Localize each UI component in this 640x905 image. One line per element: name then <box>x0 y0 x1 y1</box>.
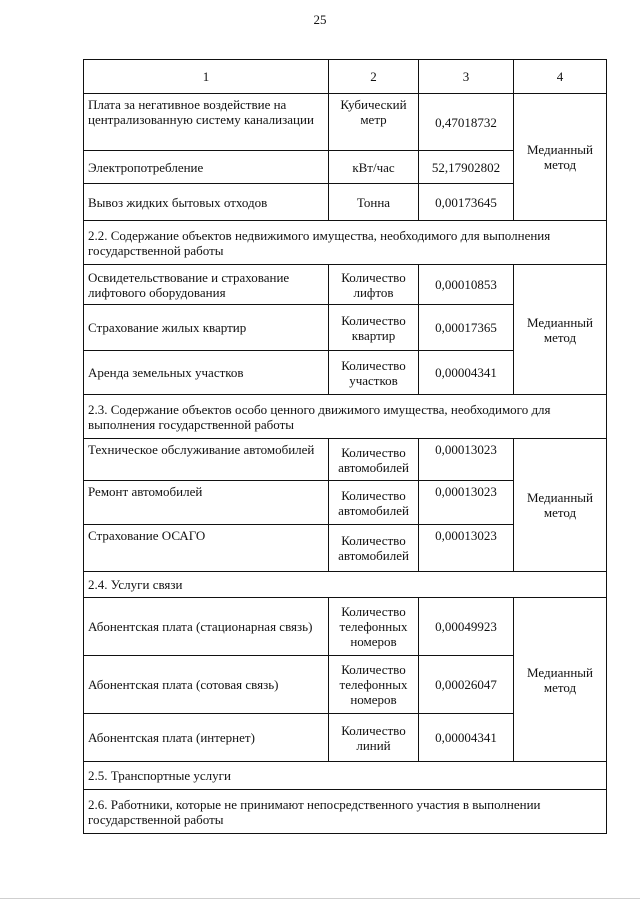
cost-item-value: 0,00013023 <box>419 481 514 525</box>
cost-item-name: Абонентская плата (интернет) <box>84 714 329 762</box>
cost-item-name: Плата за негативное воздействие на централизованную систему канализации <box>84 94 329 151</box>
section-row <box>84 790 607 834</box>
cost-item-name: Абонентская плата (сотовая связь) <box>84 656 329 714</box>
cost-item-unit: Количество лифтов <box>329 265 419 305</box>
header-col-4: 4 <box>514 60 607 94</box>
calc-method: Медианный метод <box>514 439 607 572</box>
calc-method: Медианный метод <box>514 94 607 221</box>
cost-item-value: 0,00013023 <box>419 439 514 481</box>
cost-item-unit: Количество автомобилей <box>329 439 419 481</box>
page-number: 25 <box>313 12 327 27</box>
calc-method: Медианный метод <box>514 265 607 395</box>
cost-item-unit: Количество автомобилей <box>329 481 419 525</box>
table-row <box>84 598 607 656</box>
cost-item-name: Техническое обслуживание автомобилей <box>84 439 329 481</box>
section-row <box>84 572 607 598</box>
table-header-row <box>84 60 607 94</box>
cost-item-name: Абонентская плата (стационарная связь) <box>84 598 329 656</box>
header-col-1: 1 <box>84 60 329 94</box>
table-row <box>84 439 607 481</box>
table-row <box>84 94 607 151</box>
section-row <box>84 762 607 790</box>
section-title: 2.3. Содержание объектов особо ценного движимого имущества, необходимого для выполнения государственной работы <box>84 395 607 439</box>
cost-item-value: 0,00049923 <box>419 598 514 656</box>
section-title: 2.6. Работники, которые не принимают непосредственного участия в выполнении государственной работы <box>84 790 607 834</box>
section-title: 2.4. Услуги связи <box>84 572 607 598</box>
cost-item-value: 0,00004341 <box>419 714 514 762</box>
cost-item-value: 0,00017365 <box>419 305 514 351</box>
cost-item-value: 0,47018732 <box>419 94 514 151</box>
cost-item-unit: Кубический метр <box>329 94 419 151</box>
cost-item-value: 0,00004341 <box>419 351 514 395</box>
cost-item-unit: кВт/час <box>329 151 419 184</box>
cost-item-name: Освидетельствование и страхование лифтового оборудования <box>84 265 329 305</box>
cost-item-unit: Количество участков <box>329 351 419 395</box>
section-row <box>84 395 607 439</box>
cost-item-unit: Количество линий <box>329 714 419 762</box>
page-bottom-edge <box>0 898 640 899</box>
cost-item-value: 0,00173645 <box>419 184 514 221</box>
cost-item-value: 0,00026047 <box>419 656 514 714</box>
cost-item-unit: Количество квартир <box>329 305 419 351</box>
cost-item-value: 0,00010853 <box>419 265 514 305</box>
calc-method: Медианный метод <box>514 598 607 762</box>
cost-item-name: Страхование жилых квартир <box>84 305 329 351</box>
cost-item-name: Вывоз жидких бытовых отходов <box>84 184 329 221</box>
cost-item-unit: Количество телефонных номеров <box>329 598 419 656</box>
section-title: 2.5. Транспортные услуги <box>84 762 607 790</box>
cost-item-name: Аренда земельных участков <box>84 351 329 395</box>
table-row <box>84 265 607 305</box>
cost-item-value: 0,00013023 <box>419 525 514 572</box>
cost-item-unit: Количество автомобилей <box>329 525 419 572</box>
section-title: 2.2. Содержание объектов недвижимого имущества, необходимого для выполнения государственной работы <box>84 221 607 265</box>
cost-norms-table <box>83 59 607 834</box>
cost-item-name: Страхование ОСАГО <box>84 525 329 572</box>
header-col-2: 2 <box>329 60 419 94</box>
cost-item-unit: Количество телефонных номеров <box>329 656 419 714</box>
cost-item-name: Электропотребление <box>84 151 329 184</box>
cost-item-value: 52,17902802 <box>419 151 514 184</box>
cost-item-unit: Тонна <box>329 184 419 221</box>
header-col-3: 3 <box>419 60 514 94</box>
cost-item-name: Ремонт автомобилей <box>84 481 329 525</box>
section-row <box>84 221 607 265</box>
